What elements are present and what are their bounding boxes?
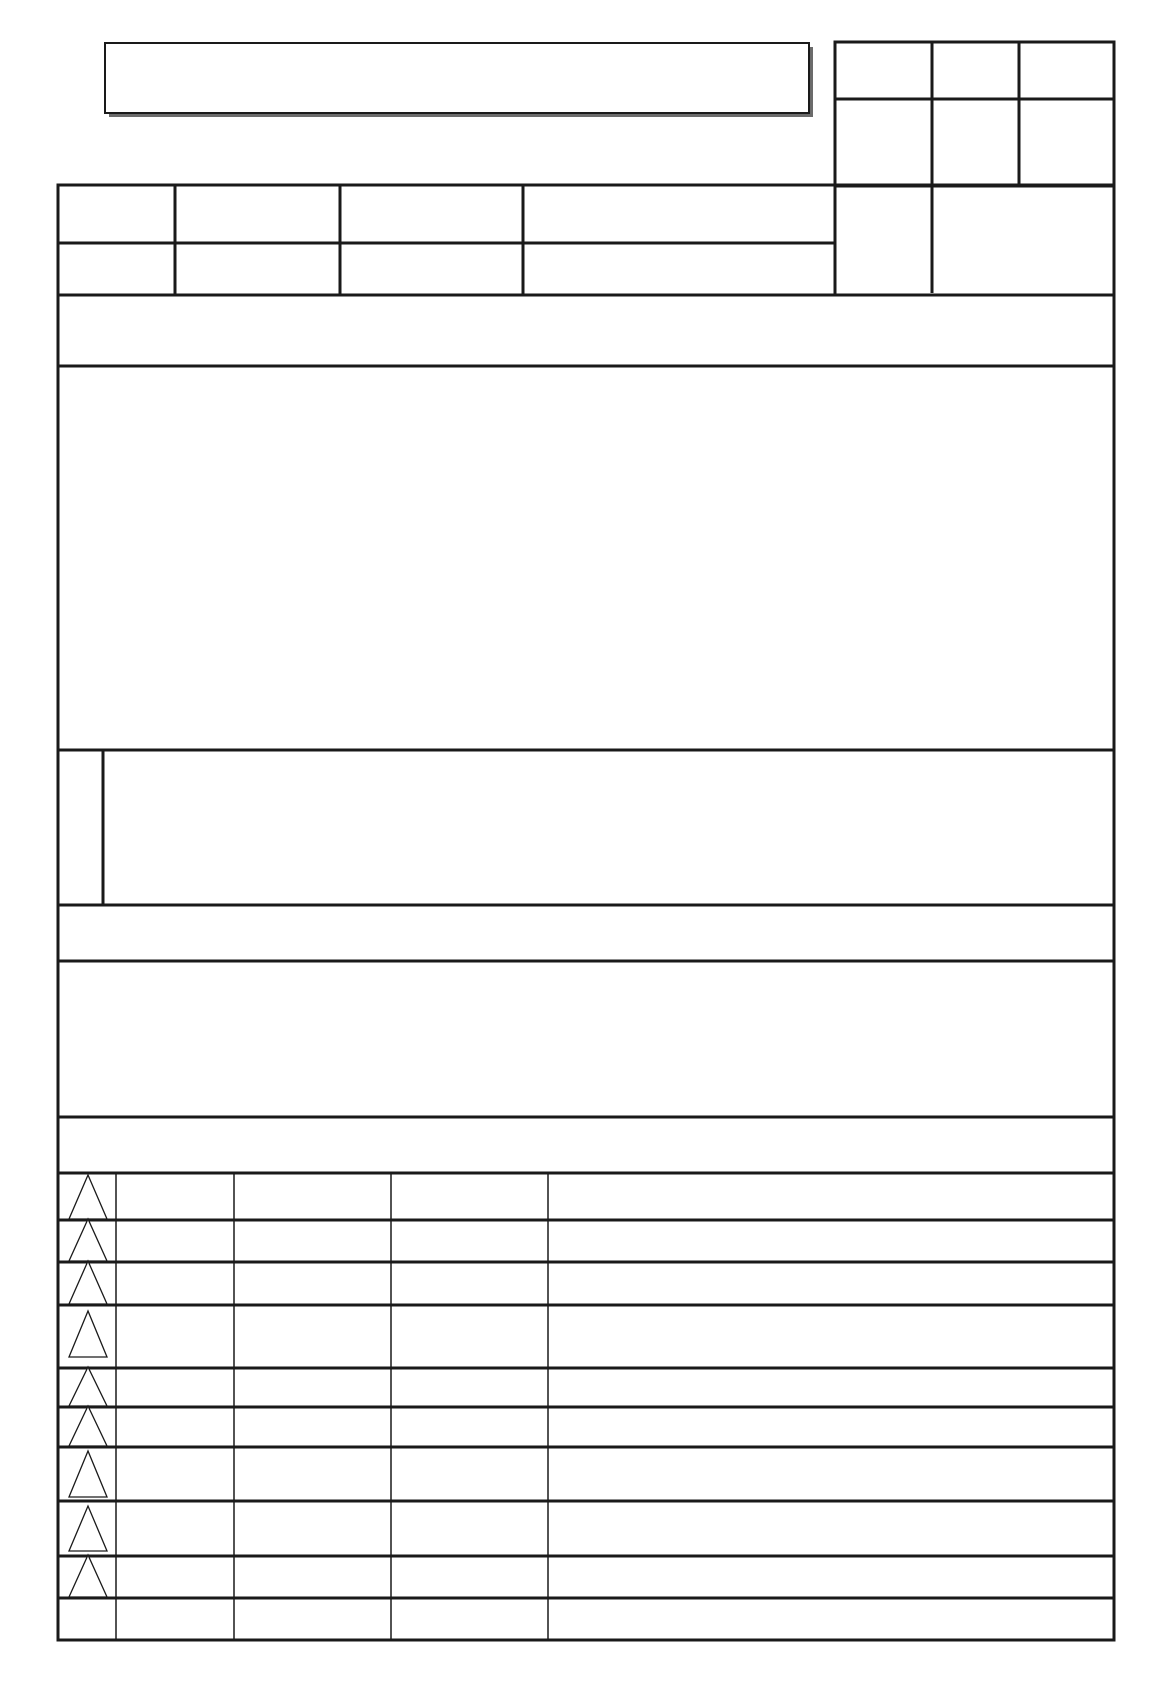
revision-triangle-icon [69, 1406, 107, 1446]
approval-grid [835, 42, 1114, 186]
revision-triangle-icon [69, 1219, 107, 1261]
main-frame [58, 185, 1114, 1640]
revision-triangle-icon [69, 1311, 107, 1357]
revision-triangle-icon [69, 1261, 107, 1304]
revision-triangle-icon [69, 1175, 107, 1219]
revision-markers [69, 1175, 107, 1597]
revision-triangle-icon [69, 1367, 107, 1406]
section-dividers [58, 366, 1114, 1173]
revision-triangle-icon [69, 1555, 107, 1597]
revision-table [58, 1173, 1114, 1640]
header-fields [58, 185, 1114, 295]
revision-triangle-icon [69, 1451, 107, 1497]
title-box [105, 43, 813, 117]
revision-triangle-icon [69, 1506, 107, 1551]
